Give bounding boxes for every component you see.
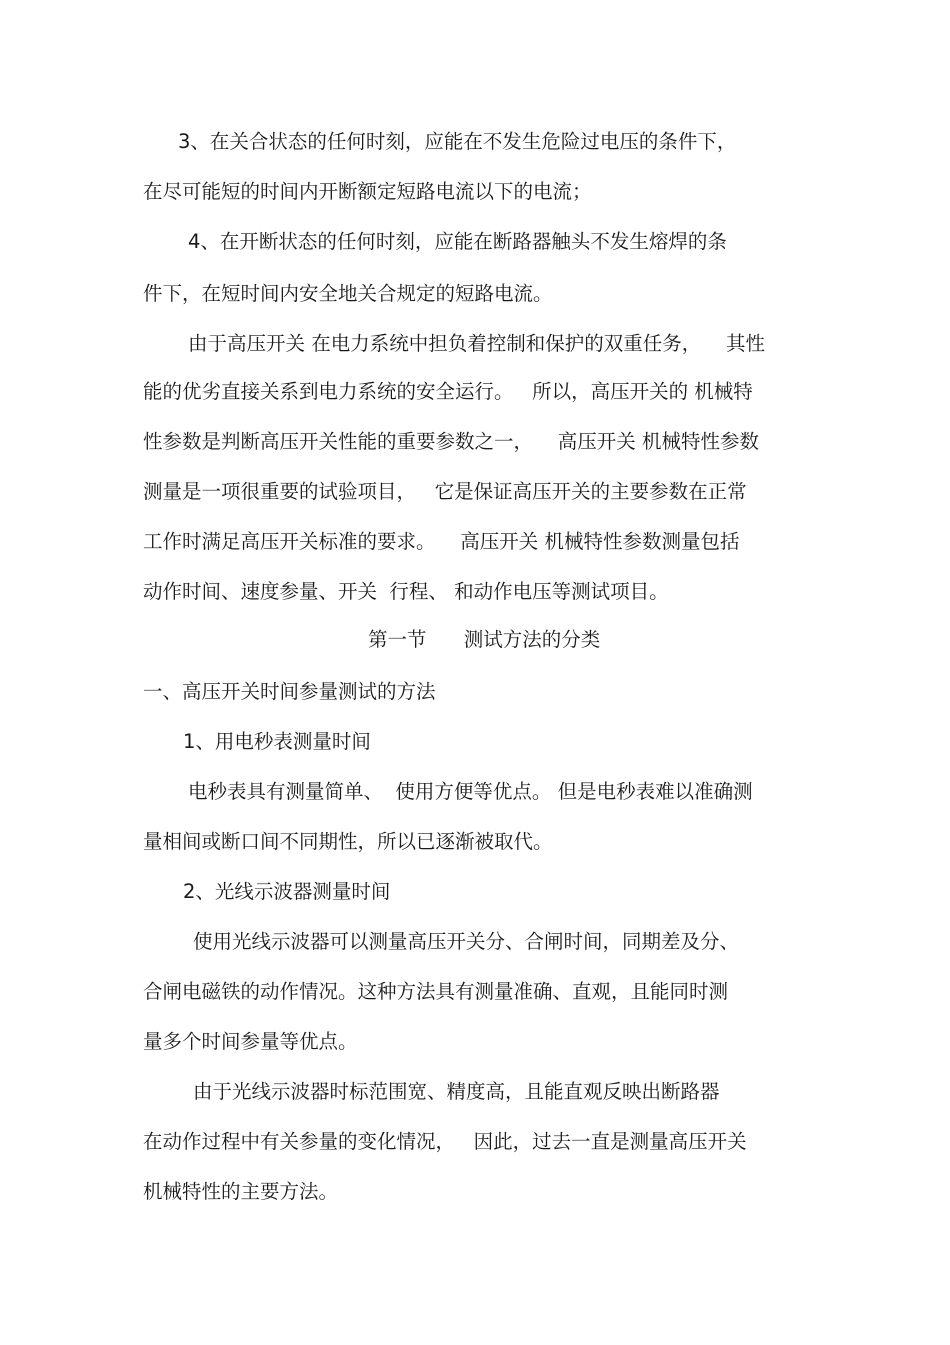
text-line: 量相间或断口间不同期性，所以已逐渐被取代。: [143, 830, 553, 853]
text-line: 能的优劣直接关系到电力系统的安全运行。 所以，高压开关的 机械特: [143, 380, 753, 403]
text-line: 由于光线示波器时标范围宽、精度高，且能直观反映出断路器: [193, 1080, 720, 1103]
item-heading: 1、用电秒表测量时间: [183, 730, 371, 753]
text-line: 电秒表具有测量简单、 使用方便等优点。 但是电秒表难以准确测: [188, 780, 753, 803]
text-line: 3、在关合状态的任何时刻，应能在不发生危险过电压的条件下，: [178, 130, 737, 153]
text-line: 在动作过程中有关参量的变化情况， 因此，过去一直是测量高压开关: [143, 1130, 747, 1153]
text-line: 合闸电磁铁的动作情况。这种方法具有测量准确、直观，且能同时测: [143, 980, 729, 1003]
text-line: 在尽可能短的时间内开断额定短路电流以下的电流；: [143, 180, 592, 203]
text-line: 机械特性的主要方法。: [143, 1180, 339, 1203]
subsection-heading: 一、高压开关时间参量测试的方法: [143, 680, 436, 703]
text-line: 4、在开断状态的任何时刻，应能在断路器触头不发生熔焊的条: [188, 230, 727, 253]
text-line: 动作时间、速度参量、开关 行程、 和动作电压等测试项目。: [143, 580, 669, 603]
text-line: 使用光线示波器可以测量高压开关分、合闸时间，同期差及分、: [193, 930, 740, 953]
text-line: 由于高压开关 在电力系统中担负着控制和保护的双重任务， 其性: [188, 332, 765, 355]
section-heading: 第一节 测试方法的分类: [368, 628, 601, 651]
text-line: 测量是一项很重要的试验项目， 它是保证高压开关的主要参数在正常: [143, 480, 747, 503]
item-heading: 2、光线示波器测量时间: [183, 880, 391, 903]
text-line: 性参数是判断高压开关性能的重要参数之一， 高压开关 机械特性参数: [143, 430, 759, 453]
text-line: 件下，在短时间内安全地关合规定的短路电流。: [143, 282, 553, 305]
text-line: 工作时满足高压开关标准的要求。 高压开关 机械特性参数测量包括: [143, 530, 740, 553]
text-line: 量多个时间参量等优点。: [143, 1030, 358, 1053]
